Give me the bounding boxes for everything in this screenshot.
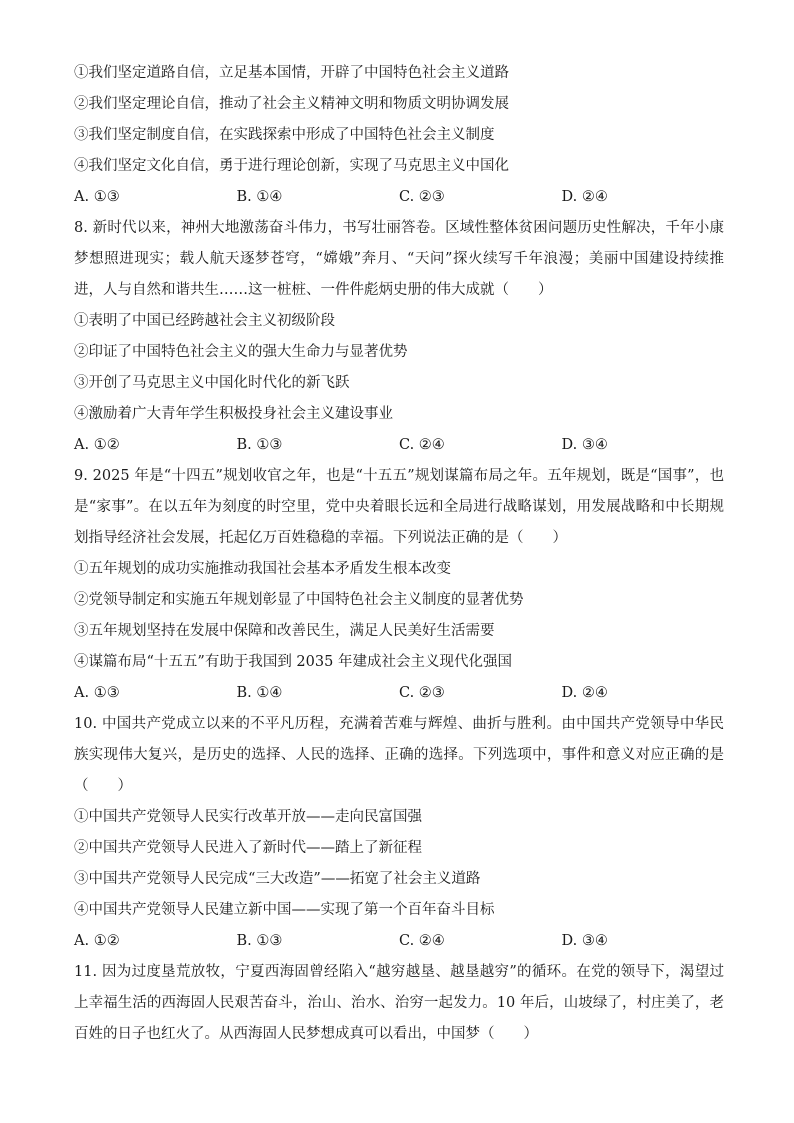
statement: ①中国共产党领导人民实行改革开放——走向民富国强 bbox=[74, 809, 422, 825]
option-b: B. ①③ bbox=[236, 933, 283, 949]
statement: ③我们坚定制度自信，在实践探索中形成了中国特色社会主义制度 bbox=[74, 127, 495, 143]
option-a: A. ①② bbox=[74, 933, 120, 949]
statement: ①我们坚定道路自信，立足基本国情，开辟了中国特色社会主义道路 bbox=[74, 65, 509, 81]
question-10-options bbox=[74, 926, 724, 957]
statement: ①表明了中国已经跨越社会主义初级阶段 bbox=[74, 313, 335, 329]
option-b: B. ①④ bbox=[236, 685, 283, 701]
statement: ②印证了中国特色社会主义的强大生命力与显著优势 bbox=[74, 344, 408, 360]
question-8-options bbox=[74, 430, 724, 461]
statement: ②我们坚定理论自信，推动了社会主义精神文明和物质文明协调发展 bbox=[74, 96, 509, 112]
option-b: B. ①④ bbox=[236, 189, 283, 205]
statement: ②党领导制定和实施五年规划彰显了中国特色社会主义制度的显著优势 bbox=[74, 592, 524, 608]
option-c: C. ②④ bbox=[399, 933, 445, 949]
option-a: A. ①③ bbox=[74, 189, 120, 205]
option-d: D. ③④ bbox=[561, 933, 608, 949]
option-c: C. ②③ bbox=[399, 685, 445, 701]
statement: ④我们坚定文化自信，勇于进行理论创新，实现了马克思主义中国化 bbox=[74, 158, 509, 174]
statement: ④中国共产党领导人民建立新中国——实现了第一个百年奋斗目标 bbox=[74, 902, 495, 918]
statement: ③开创了马克思主义中国化时代化的新飞跃 bbox=[74, 375, 350, 391]
statement: ③中国共产党领导人民完成“三大改造”——拓宽了社会主义道路 bbox=[74, 871, 481, 887]
question-11-stem: 11. 因为过度垦荒放牧，宁夏西海固曾经陷入“越穷越垦、越垦越穷”的循环。在党的领导下，渴望过上幸福生活的西海固人民艰苦奋斗，治山、治水、治穷一起发力。10 年后，山坡绿了，村庄美了，老百姓的日子也红火了。从西海固人民梦想成真可以看出，中国梦（ ） bbox=[74, 964, 724, 1042]
option-a: A. ①② bbox=[74, 437, 120, 453]
option-b: B. ①③ bbox=[236, 437, 283, 453]
question-10-stem: 10. 中国共产党成立以来的不平凡历程，充满着苦难与辉煌、曲折与胜利。由中国共产党领导中华民族实现伟大复兴，是历史的选择、人民的选择、正确的选择。下列选项中，事件和意义对应正确的是（ ） bbox=[74, 716, 724, 794]
statement: ③五年规划坚持在发展中保障和改善民生，满足人民美好生活需要 bbox=[74, 623, 495, 639]
statement: ④激励着广大青年学生积极投身社会主义建设事业 bbox=[74, 406, 393, 422]
question-9-options bbox=[74, 678, 724, 709]
option-c: C. ②④ bbox=[399, 437, 445, 453]
question-10-statements bbox=[74, 802, 724, 926]
question-9-stem: 9. 2025 年是“十四五”规划收官之年，也是“十五五”规划谋篇布局之年。五年规划，既是“国事”，也是“家事”。在以五年为刻度的时空里，党中央着眼长远和全局进行战略谋划，用发展战略和中长期规划指导经济社会发展，托起亿万百姓稳稳的幸福。下列说法正确的是（ ） bbox=[74, 468, 724, 546]
option-d: D. ②④ bbox=[561, 189, 608, 205]
question-7-statements bbox=[74, 58, 724, 182]
exam-page bbox=[74, 58, 724, 1050]
question-7-options bbox=[74, 182, 724, 213]
statement: ④谋篇布局“十五五”有助于我国到 2035 年建成社会主义现代化强国 bbox=[74, 654, 512, 670]
option-a: A. ①③ bbox=[74, 685, 120, 701]
option-d: D. ③④ bbox=[561, 437, 608, 453]
question-9-statements bbox=[74, 554, 724, 678]
question-8-statements bbox=[74, 306, 724, 430]
question-8-stem: 8. 新时代以来，神州大地激荡奋斗伟力，书写壮丽答卷。区域性整体贫困问题历史性解决，千年小康梦想照进现实；载人航天逐梦苍穹，“嫦娥”奔月、“天问”探火续写千年浪漫；美丽中国建设持续推进，人与自然和谐共生……这一桩桩、一件件彪炳史册的伟大成就（ ） bbox=[74, 220, 724, 298]
option-d: D. ②④ bbox=[561, 685, 608, 701]
option-c: C. ②③ bbox=[399, 189, 445, 205]
statement: ②中国共产党领导人民进入了新时代——踏上了新征程 bbox=[74, 840, 422, 856]
statement: ①五年规划的成功实施推动我国社会基本矛盾发生根本改变 bbox=[74, 561, 451, 577]
